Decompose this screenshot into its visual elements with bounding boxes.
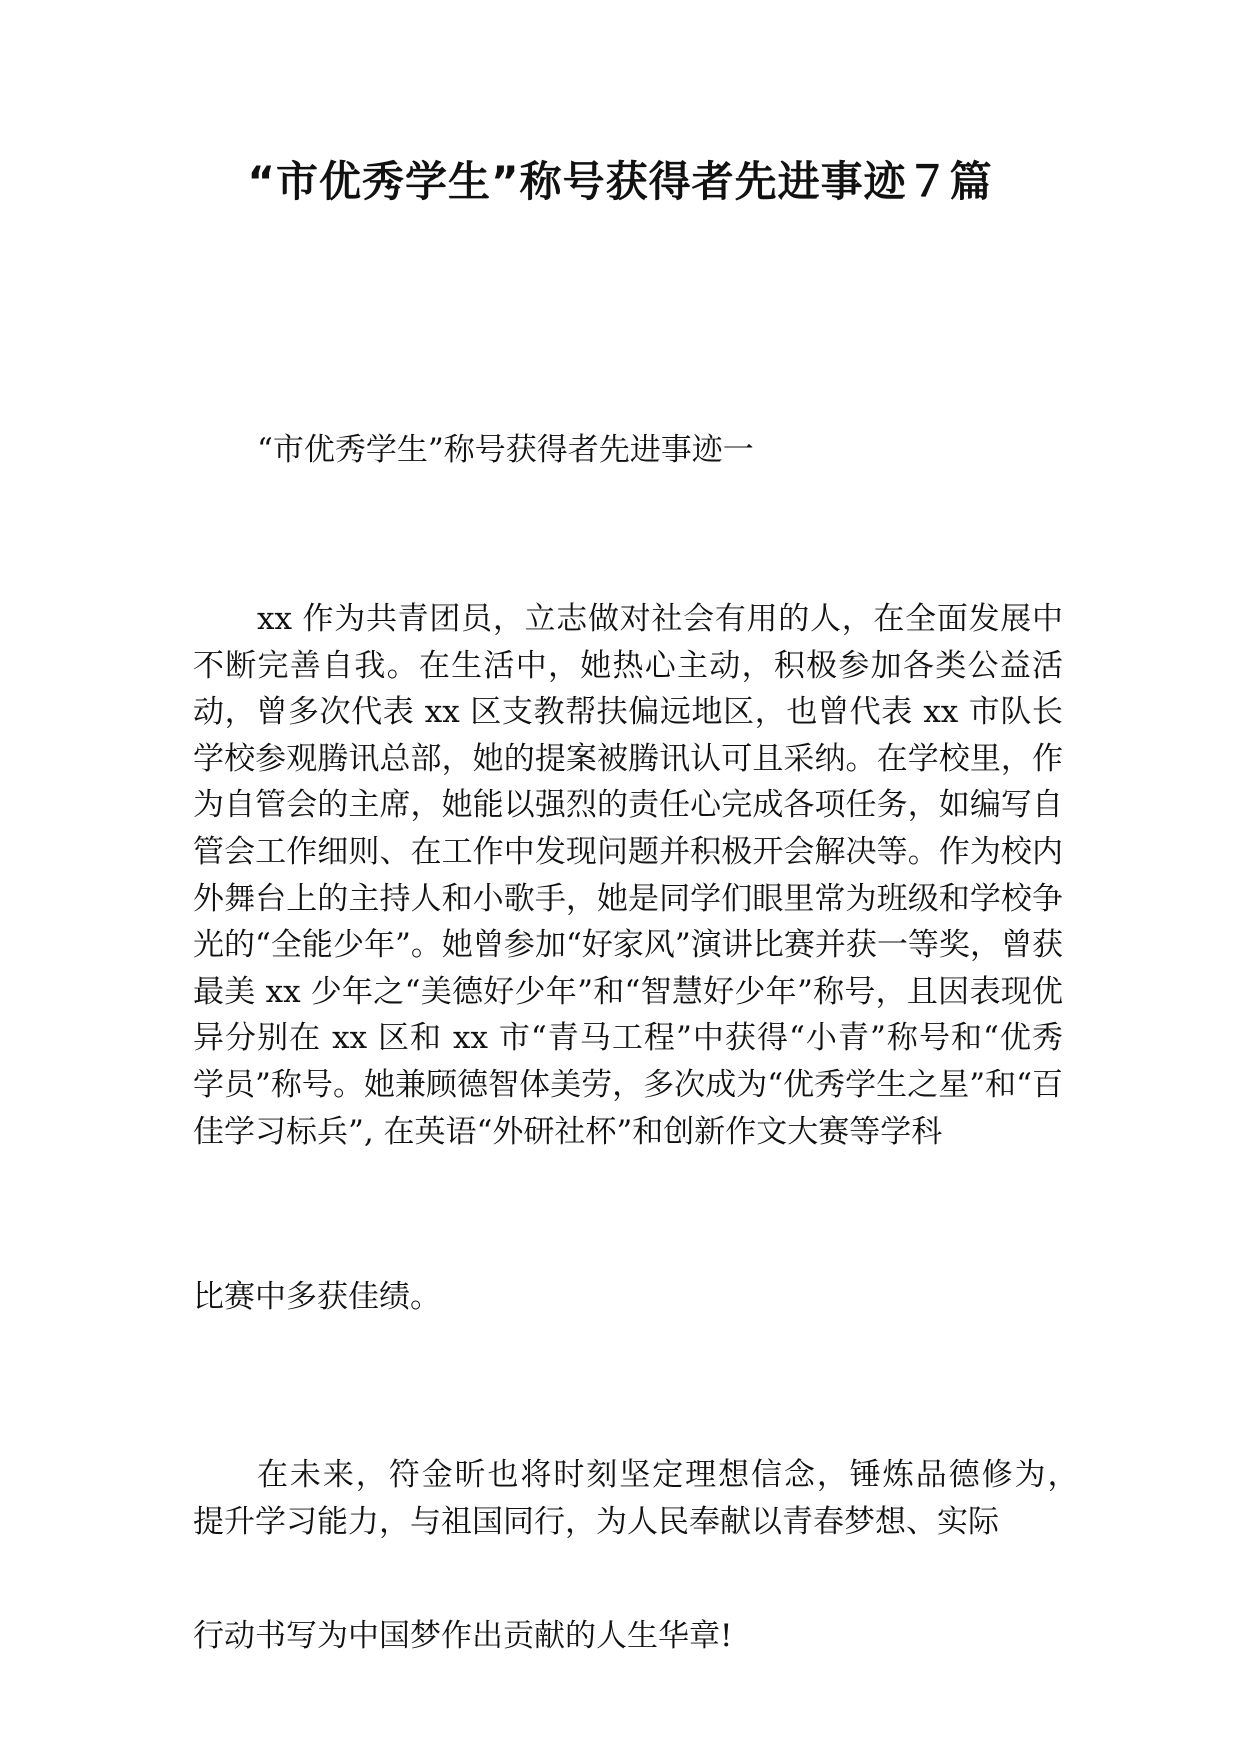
paragraph-2-tail: 行动书写为中国梦作出贡献的人生华章!: [193, 1618, 733, 1654]
section-heading: “市优秀学生”称号获得者先进事迹一: [257, 432, 754, 468]
paragraph-2: 在未来，符金昕也将时刻坚定理想信念，锤炼品德修为， 提升学习能力，与祖国同行，为人民奉献以青春梦想、实际: [193, 1457, 1094, 1540]
paragraph-1-tail: 比赛中多获佳绩。: [193, 1279, 441, 1315]
paragraph-1: xx 作为共青团员，立志做对社会有用的人，在全面发展中不断完善自我。在生活中，她热心主动，积极参加各类公益活动，曾多次代表 xx 区支教帮扶偏远地区，也曾代表 xx 市队长学校参观腾讯总部，她的提案被腾讯认可且采纳。在学校里，作为自管会的主席，她能以强烈的责任心完成各项任务，如编写自管会工作细则、在工作中发现问题并积极开会解决等。作为校内外舞台上的主持人和小歌手，她是同学们眼里常为班级和学校争光的“全能少年”。她曾参加“好家风”演讲比赛并获一等奖，曾获最美 xx 少年之“美德好少年”和“智慧好少年”称号，且因表现优异分别在 xx 区和 xx 市“青马工程”中获得“小青”称号和“优秀学员”称号。她兼顾德智体美劳，多次成为“优秀学生之星”和“百佳学习标兵”, 在英语“外研社杯”和创新作文大赛等学科: [193, 601, 1063, 1150]
document-title: “市优秀学生”称号获得者先进事迹７篇: [247, 157, 993, 206]
